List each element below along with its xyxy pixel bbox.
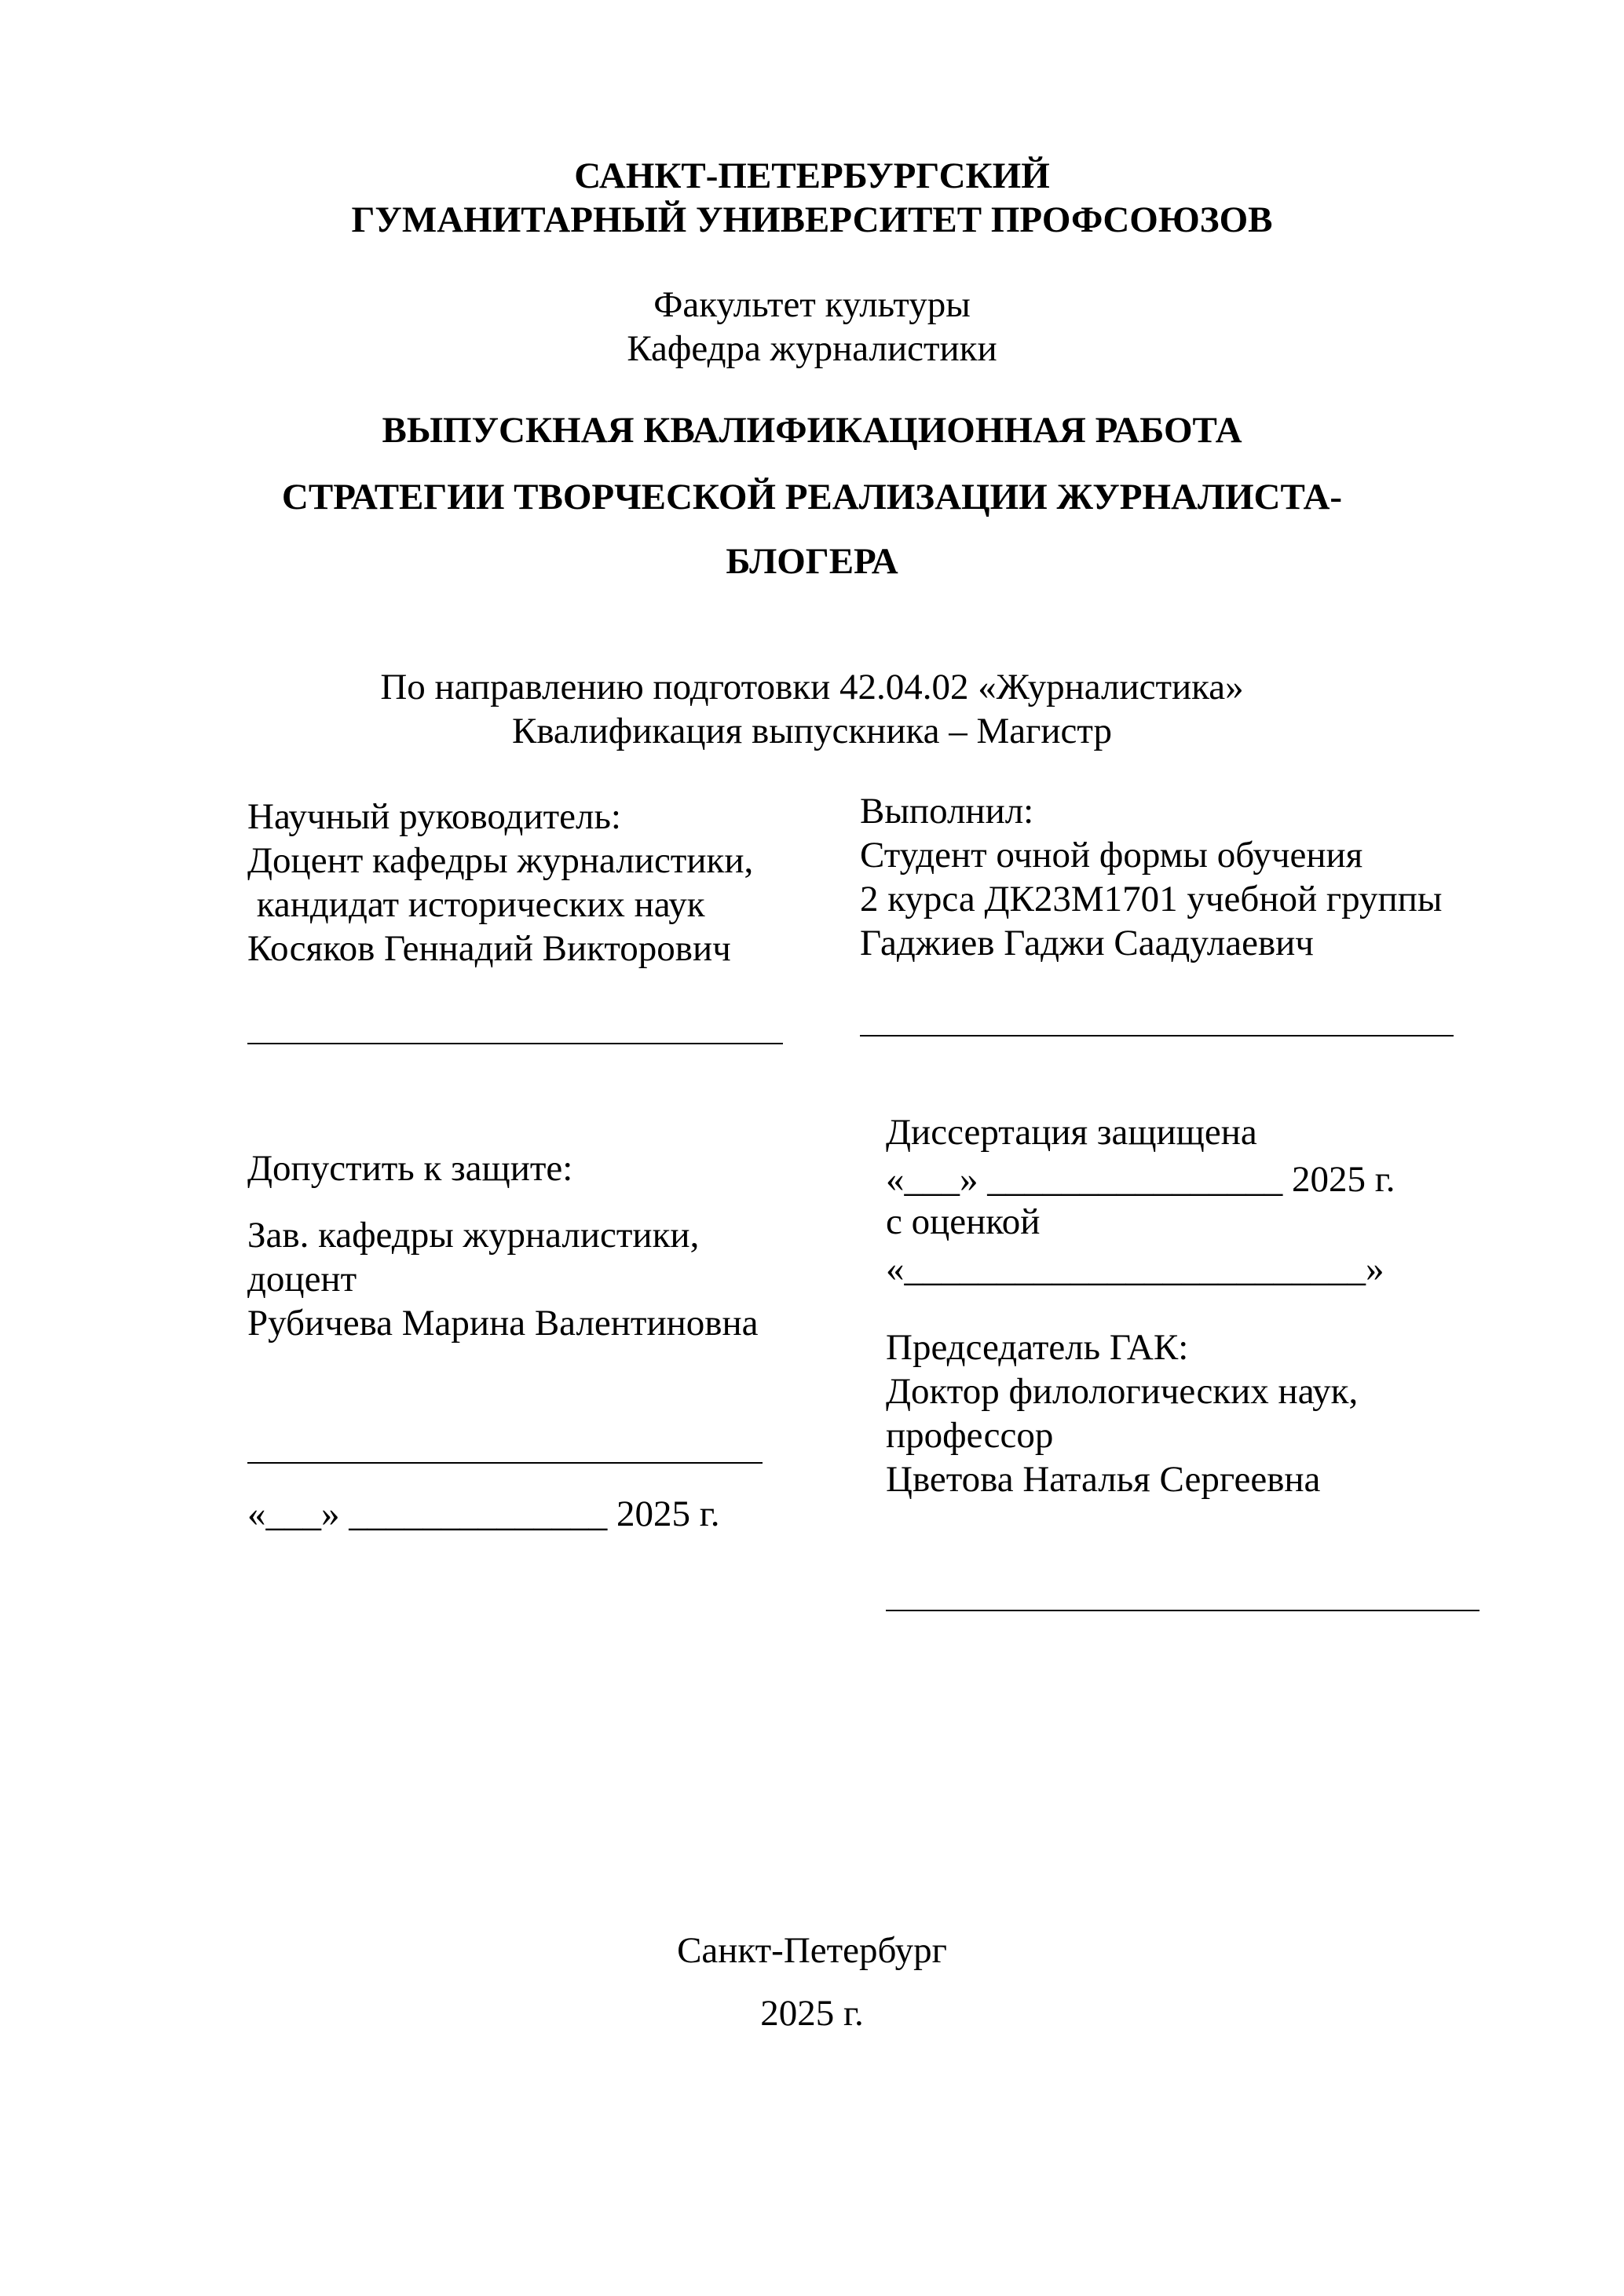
thesis-title-line1: СТРАТЕГИИ ТВОРЧЕСКОЙ РЕАЛИЗАЦИИ ЖУРНАЛИСТА- <box>281 477 1343 517</box>
year: 2025 г. <box>760 1993 864 2034</box>
student-label: Выполнил: <box>860 791 1034 832</box>
commission-name: Цветова Наталья Сергеевна <box>886 1459 1321 1500</box>
admission-date: «___» ______________ 2025 г. <box>247 1493 720 1534</box>
study-direction: По направлению подготовки 42.04.02 «Журналистика» <box>380 667 1244 707</box>
city: Санкт-Петербург <box>677 1930 947 1971</box>
university-name-line1: САНКТ-ПЕТЕРБУРГСКИЙ <box>574 155 1050 196</box>
qualification: Квалификация выпускника – Магистр <box>511 711 1113 751</box>
university-name-line2: ГУМАНИТАРНЫЙ УНИВЕРСИТЕТ ПРОФСОЮЗОВ <box>351 199 1273 240</box>
commission-degree: Доктор филологических наук, <box>886 1371 1359 1412</box>
commission-signature-line <box>886 1610 1480 1611</box>
defense-date: «___» ________________ 2025 г. <box>886 1159 1395 1200</box>
defense-grade-value: «_________________________» <box>886 1249 1384 1289</box>
student-group: 2 курса ДК23М1701 учебной группы <box>860 879 1443 919</box>
admission-head-block <box>247 1213 758 1345</box>
admission-block <box>247 1146 572 1190</box>
commission-title: профессор <box>886 1415 1054 1456</box>
supervisor-label: Научный руководитель: <box>247 796 621 837</box>
thesis-title-line2: БЛОГЕРА <box>726 541 898 582</box>
commission-label: Председатель ГАК: <box>886 1327 1189 1368</box>
admission-name: Рубичева Марина Валентиновна <box>247 1303 759 1344</box>
supervisor-degree: кандидат исторических наук <box>247 884 705 925</box>
supervisor-name: Косяков Геннадий Викторович <box>247 928 731 969</box>
supervisor-signature-line <box>247 1043 783 1044</box>
admission-label: Допустить к защите: <box>247 1148 573 1189</box>
faculty-name: Факультет культуры <box>653 284 971 325</box>
commission-block <box>886 1325 1358 1501</box>
defense-label: Диссертация защищена <box>886 1112 1257 1153</box>
student-signature-line <box>860 1035 1454 1036</box>
student-study-form: Студент очной формы обучения <box>860 835 1363 876</box>
student-block <box>860 789 1442 965</box>
admission-signature-line <box>247 1462 763 1464</box>
defense-grade-label: с оценкой <box>886 1201 1041 1242</box>
admission-title: доцент <box>247 1259 357 1300</box>
supervisor-block <box>247 795 753 971</box>
admission-position: Зав. кафедры журналистики, <box>247 1215 700 1256</box>
supervisor-position: Доцент кафедры журналистики, <box>247 840 754 881</box>
defense-block <box>886 1109 1395 1292</box>
student-name: Гаджиев Гаджи Саадулаевич <box>860 923 1314 963</box>
department-name: Кафедра журналистики <box>627 328 997 369</box>
work-type: ВЫПУСКНАЯ КВАЛИФИКАЦИОННАЯ РАБОТА <box>382 410 1242 451</box>
